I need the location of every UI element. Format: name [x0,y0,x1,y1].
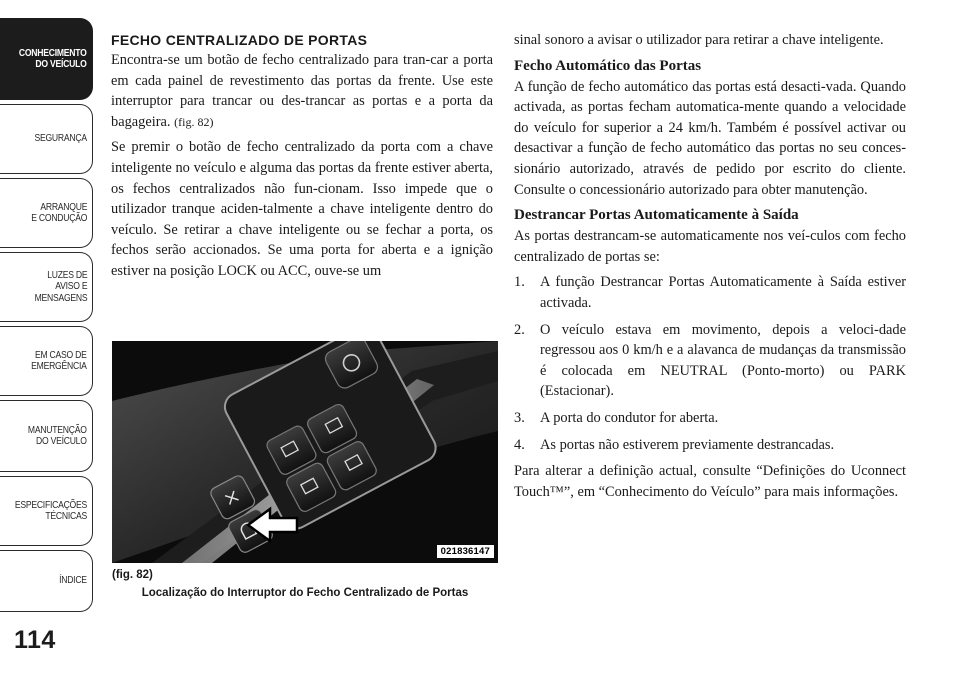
tab-especificacoes-tecnicas[interactable] [0,476,93,546]
auto-lock-paragraph: A função de fecho automático das portas está desacti-vada. Quando activada, as portas fecham automatica-mente quando a velocidade do veículo for superior a 24 km/h. Também é possível activar ou desactivar a função de fecho automático das portas no seu conces-sionário autorizado, através de pedido por escrito do cliente. Consulte o concessionário autorizado para obter manutenção. [514,78,906,198]
door-switch-photo [112,341,498,563]
tab-label: LUZES DE AVISO E MENSAGENS [34,268,87,304]
figure-label: (fig. 82) [112,569,153,581]
figure-reference: (fig. 82) [174,114,214,129]
list-text: O veículo estava em movimento, depois a veloci-dade regressou aos 0 km/h e a alavanca de mudanças da transmissão é colocada em NEUTRAL (Ponto-morto) ou PARK (Estacionar). [540,321,906,400]
list-text: A função Destrancar Portas Automaticamente à Saída estiver activada. [540,274,906,311]
tab-label: ÍNDICE [59,574,87,587]
left-column [111,30,493,287]
chapter-tabs [0,0,97,678]
intro-paragraph [111,50,493,132]
page-number: 114 [14,626,56,654]
tab-label: ESPECIFICAÇÕES TÉCNICAS [14,498,87,522]
tab-label: CONHECIMENTO DO VEÍCULO [19,46,87,70]
tab-label: EM CASO DE EMERGÊNCIA [31,348,87,372]
continued-paragraph: sinal sonoro a avisar o utilizador para retirar a chave inteligente. [514,32,884,48]
tab-seguranca[interactable] [0,104,93,174]
list-item [514,320,906,402]
figure-code: 021836147 [437,545,494,558]
list-text: A porta do condutor for aberta. [540,409,719,426]
figure-caption: Localização do Interruptor do Fecho Centralizado de Portas [141,587,469,599]
conditions-list [514,272,906,455]
tab-conhecimento-do-veiculo[interactable] [0,18,93,100]
tab-label: ARRANQUE E CONDUÇÃO [31,200,87,224]
smart-key-paragraph: Se premir o botão de fecho centralizado da porta com a chave inteligente no veículo e alguma das portas da frente estiver aberta, os fechos centralizados não fun-cionam. Isso impede que o utilizador tranque aciden-talmente a chave inteligente dentro do veículo. Se retirar a chave inteligente ou se fechar a porta, os fechos serão accionados. Se uma porta for aberta e a ignição estiver na posição LOCK ou ACC, ouve-se um [111,139,493,279]
list-number: 2. [514,321,525,338]
list-number: 3. [514,409,525,426]
tab-em-caso-de-emergencia[interactable] [0,326,93,396]
list-item [514,435,906,456]
list-item [514,408,906,429]
tab-indice[interactable] [0,550,93,612]
section-title: FECHO CENTRALIZADO DE PORTAS [111,32,368,48]
final-paragraph: Para alterar a definição actual, consulte “Definições do Uconnect Touch™”, em “Conhecimento do Veículo” para mais informações. [514,463,906,500]
right-column [514,30,906,507]
list-number: 1. [514,274,525,291]
tab-label: SEGURANÇA [34,132,87,145]
list-number: 4. [514,436,525,453]
auto-unlock-paragraph: As portas destrancam-se automaticamente nos veí-culos com fecho centralizado de portas se: [514,228,906,265]
list-item [514,272,906,313]
list-text: As portas não estiverem previamente destrancadas. [540,436,835,453]
tab-manutencao-do-veiculo[interactable] [0,400,93,472]
tab-arranque-e-conducao[interactable] [0,178,93,248]
intro-paragraph-text: Encontra-se um botão de fecho centralizado para tran-car a porta em cada painel de revestimento das portas da frente. Use este interruptor para trancar ou des-trancar as portas e a porta da bagageira. [111,52,493,130]
door-panel-illustration [112,341,498,563]
auto-unlock-heading: Destrancar Portas Automaticamente à Saída [514,207,799,224]
tab-luzes-de-aviso[interactable] [0,252,93,322]
auto-lock-heading: Fecho Automático das Portas [514,57,702,74]
tab-label: MANUTENÇÃO DO VEÍCULO [28,423,87,447]
